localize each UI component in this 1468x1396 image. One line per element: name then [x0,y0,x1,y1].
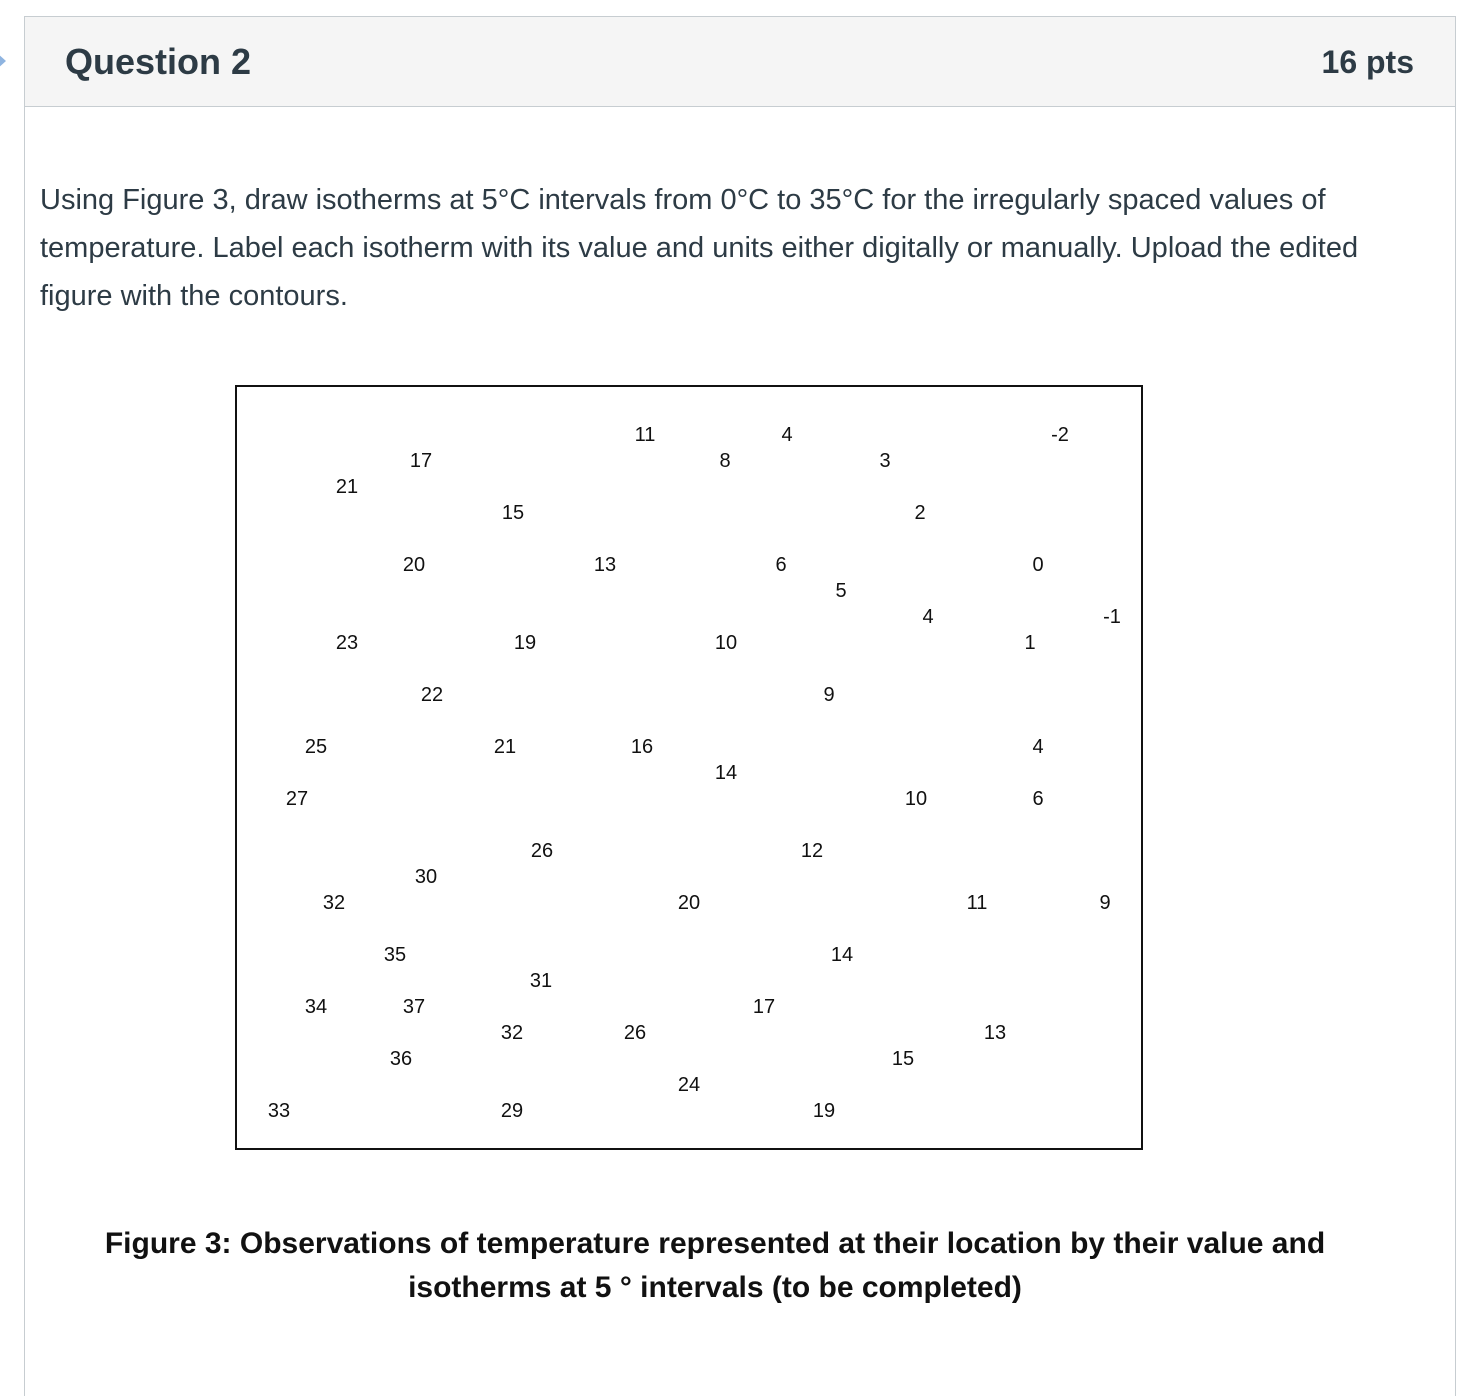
observation: 4 [1032,736,1044,758]
observation: 21 [335,476,359,498]
observation: 14 [714,762,738,784]
question-text: Using Figure 3, draw isotherms at 5°C intervals from 0°C to 35°C for the irregularly spaced values of temperature. Label each isotherm with its value and units either digitally or manually. Upload the edited figure with the contours. [40,184,1359,312]
observation: 19 [513,632,537,654]
observation: 13 [593,554,617,576]
observation: 30 [414,866,438,888]
observation: 6 [1032,788,1044,810]
observation: 21 [493,736,517,758]
observation: 12 [800,840,824,862]
observation: 32 [500,1022,524,1044]
observation: -1 [1103,606,1121,628]
figure-caption-line-2: isotherms at 5 ° intervals (to be completed) [408,1271,1022,1304]
observation: 19 [812,1100,836,1122]
observation: 6 [775,554,787,576]
observation: 4 [922,606,934,628]
observation: 25 [304,736,328,758]
question-points: 16 pts [1321,44,1414,80]
observation: 8 [719,450,731,472]
observation: 13 [983,1022,1007,1044]
observation: 20 [402,554,426,576]
question-header [25,17,1455,107]
observation: 23 [335,632,359,654]
observation: 9 [1099,892,1111,914]
observation: 35 [383,944,407,966]
observation: 27 [285,788,309,810]
observation: 4 [781,424,793,446]
observation: 17 [409,450,433,472]
observation: 31 [529,970,553,992]
figure-caption [40,1222,1390,1310]
observation: 11 [634,424,656,446]
observation: 34 [304,996,328,1018]
observation: 2 [914,502,926,524]
observation: 20 [677,892,701,914]
observation: 26 [623,1022,647,1044]
observation: 17 [752,996,776,1018]
observation: 14 [830,944,854,966]
observation: 24 [677,1074,701,1096]
observation: -2 [1051,424,1069,446]
observation: 11 [966,892,988,914]
observation: 1 [1024,632,1036,654]
observation: 37 [402,996,426,1018]
observation: 15 [891,1048,915,1070]
observation: 32 [322,892,346,914]
observation: 15 [501,502,525,524]
observation: 5 [835,580,847,602]
figure-caption-line-1: Figure 3: Observations of temperature represented at their location by their value and [104,1227,1326,1260]
observation: 26 [530,840,554,862]
observation: 3 [879,450,891,472]
observation: 10 [904,788,928,810]
observation: 0 [1032,554,1044,576]
observation: 16 [630,736,654,758]
observation: 36 [389,1048,413,1070]
question-title: Question 2 [65,41,252,82]
observation: 22 [420,684,444,706]
observation: 9 [823,684,835,706]
observation: 29 [500,1100,524,1122]
temperature-figure [235,385,1143,1150]
observation: 10 [714,632,738,654]
expand-arrow-icon[interactable] [0,52,6,70]
observation: 33 [267,1100,291,1122]
